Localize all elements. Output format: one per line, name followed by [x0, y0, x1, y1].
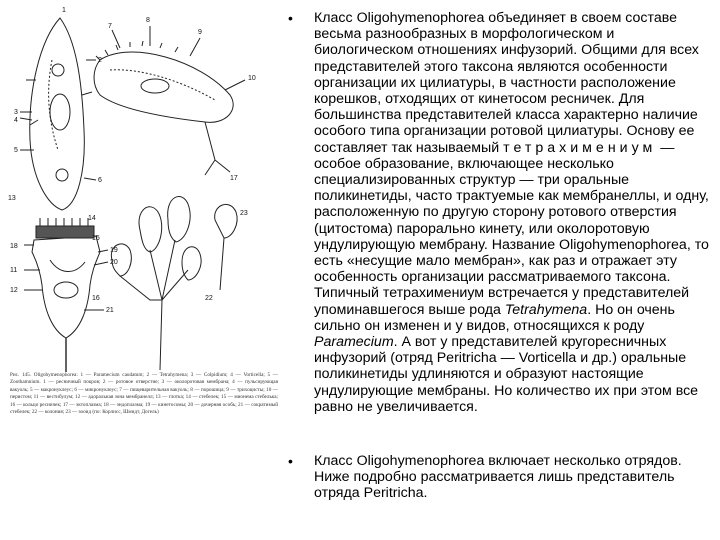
bullet-marker: • — [288, 453, 293, 469]
text-span: Класс Oligohymenophorea объединяет в своем составе весьма разнообразных в морфологическом и биологическом отношениях инфузорий. Общими для всех представителей этого таксона являются особенности организации их цилиатуры, в частности расположение корешков, отходящих от кинетосом ресничек. Для большинства представителей класса характерно наличие особого типа организации ротовой цилиатуры. Основу ее составляет так называемый — [314, 10, 699, 156]
text-span: Класс Oligohymenophorea включает несколько отрядов. Ниже подробно рассматривается лишь представитель отряда Peritricha. — [314, 453, 682, 502]
fig-label: 3 — [14, 109, 18, 116]
fig-label: 11 — [10, 267, 18, 274]
fig-label: 4 — [14, 117, 18, 124]
fig-label: 2 — [98, 57, 102, 64]
bullet-item-1 — [314, 10, 714, 415]
fig-label: 6 — [98, 177, 102, 184]
text-span: . А вот у представителей кругоресничных инфузорий (отряд Peritricha — Vorticella и др.) оральные поликинетиды удлиняются и образуют настоящие ундулирующие мембраны. Но количество их при этом все равно не увеличивается. — [314, 334, 699, 415]
fig-label: 19 — [110, 247, 118, 254]
fig-label: 20 — [110, 259, 118, 266]
fig-label: 5 — [14, 147, 18, 154]
taxon-tetrahymena: Tetrahymena — [504, 301, 588, 318]
fig-label: 17 — [230, 175, 238, 182]
fig-label: 18 — [10, 243, 18, 250]
fig-label: 7 — [108, 23, 112, 30]
fig-label: 22 — [205, 295, 213, 302]
ciliate-drawings — [0, 0, 290, 372]
tetrahymena-body — [94, 52, 233, 122]
fig-label: 9 — [198, 29, 202, 36]
taxon-paramecium: Paramecium — [314, 334, 394, 351]
bullet-item-2 — [314, 453, 714, 502]
paramecium-body — [30, 18, 85, 210]
fig-label: 21 — [106, 307, 114, 314]
vorticella-bell — [32, 236, 100, 338]
fig-label: 12 — [10, 287, 18, 294]
text-span: . Но он очень сильно он изменен и у видов, относящихся к роду — [314, 301, 675, 334]
fig-label: 13 — [8, 195, 16, 202]
fig-label: 16 — [92, 295, 100, 302]
text-span: — особое образование, включающее несколько специализированных структур — три оральные поликинетиды, часто трактуемые как мембранеллы, и одну, расположенную по другую сторону ротового отверстия (цитостома) парорально кинету, или околоротовую ундулирующую мембрану. Название Oligohymenophorea, то есть «несущие мало мембран», как раз и отражает эту особенность организации рассматриваемого таксона. Типичный тетрахимениум встречается у представителей упоминавшегося выше рода — [314, 139, 709, 318]
fig-label: 23 — [240, 210, 248, 217]
fig-label: 15 — [92, 235, 100, 242]
figure-caption: Рис. 145. Oligohymenophorea: 1 — Paramecium caudatum; 2 — Tetrahymena; 3 — Colpidium; 4 — Vorticella; 5 — Zoothamnium. 1 — ресничный покров; 2 — ротовое отверстие; 3 — околоротовая мембрана; 4 — пульсирующая вакуоль; 5 — макронуклеус; 6 — микронуклеус; 7 — пищеварительная вакуоль; 8 — порошица; 9 — трихоцисты; 10 — перистом; 11 — вестибулум; 12 — адоральная зона мембранелл; 13 — глотка; 14 — стебелек; 15 — мионема стебелька; 16 — кольцо ресничек; 17 — эктоплазма; 18 — эндоплазма; 19 — кинетосомы; 20 — дочерняя особь; 21 — сократимый стебелек; 22 — колония; 23 — зооид (по: Корлисс, Шмидт, Догель) — [10, 372, 278, 416]
fig-label: 1 — [62, 7, 66, 14]
term-tetrahymenium: тетрахимениум — [503, 139, 657, 156]
ciliate-figure — [0, 0, 290, 500]
fig-label: 14 — [88, 215, 96, 222]
fig-label: 10 — [248, 75, 256, 82]
bullet-list — [282, 0, 720, 540]
bullet-marker: • — [288, 10, 293, 26]
fig-label: 8 — [146, 17, 150, 24]
